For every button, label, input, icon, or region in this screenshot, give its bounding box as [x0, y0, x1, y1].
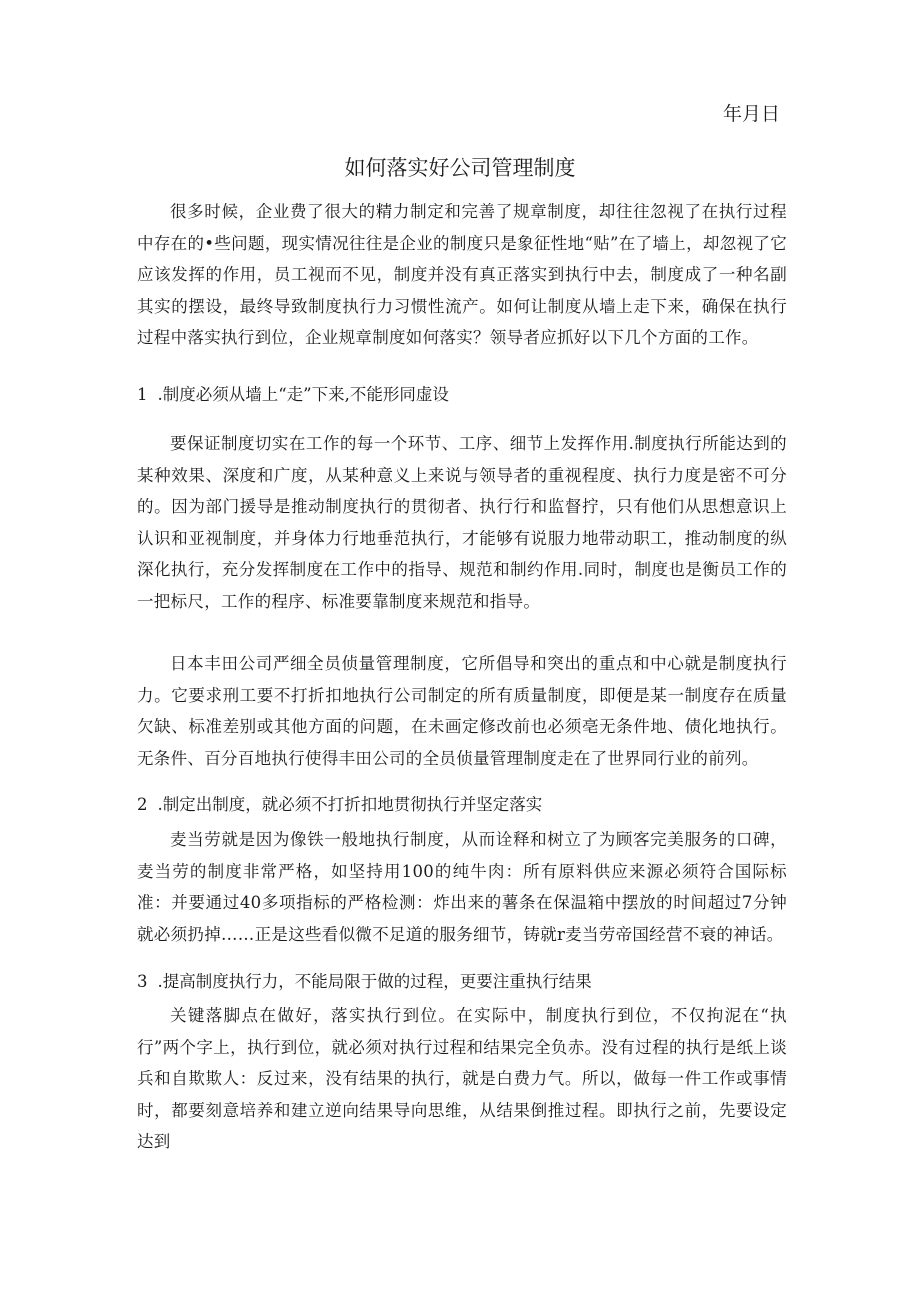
section-heading-text: .制度必须从墙上“走”下来,不能形同虚设 [157, 385, 449, 404]
date-line: 年月日 [722, 103, 780, 125]
paragraph: 关键落脚点在做好，落实执行到位。在实际中，制度执行到位，不仅拘泥在“执行”两个字上，执行到位，就必须对执行过程和结果完全负赤。没有过程的执行是纸上谈兵和自欺欺人：反过来，没有结果的执行，就是白费力气。所以，做每一件工作或事情时，都要刻意培养和建立逆向结果导向思维，从结果倒推过程。即执行之前，先要设定达到 [137, 1006, 787, 1152]
document-title: 如何落实好公司管理制度 [344, 156, 576, 180]
section-number: 2 [137, 795, 148, 814]
paragraph-intro: 很多时候，企业费了很大的精力制定和完善了规章制度，却往往忽视了在执行过程中存在的•些问题，现实情况往往是企业的制度只是象征性地“贴”在了墙上，却忽视了它应该发挥的作用，员工视而不见，制度并没有真正落实到执行中去，制度成了一种名副其实的摆设，最终导致制度执行力习惯性流产。如何让制度从墙上走下来，确保在执行过程中落实执行到位，企业规章制度如何落实？领导者应抓好以下几个方面的工作。 [137, 202, 787, 348]
section-heading-1 [137, 380, 787, 410]
paragraph: 麦当劳就是因为像铁一般地执行制度，从而诠释和树立了为顾客完美服务的口碑，麦当劳的制度非常严格，如坚持用100的纯牛肉：所有原料供应来源必须符合国际标准：并要通过40多项指标的严格检测：炸出来的薯条在保温箱中摆放的时间超过7分钟就必须扔掉……正是这些看似微不足道的服务细节，铸就r麦当劳帝国经营不衰的神话。 [137, 830, 787, 944]
section-heading-2 [137, 790, 787, 820]
paragraph: 要保证制度切实在工作的每一个环节、工序、细节上发挥作用.制度执行所能达到的某种效果、深度和广度，从某种意义上来说与领导者的重视程度、执行力度是密不可分的。因为部门援导是推动制度执行的贯彻者、执行行和监督拧，只有他们从思想意识上认识和亚视制度，并身体力行地垂范执行，才能够有说服力地带动职工，推动制度的纵深化执行，充分发挥制度在工作中的指导、规范和制约作用.同时，制度也是衡员工作的一把标尺，工作的程序、标准要靠制度来规范和指导。 [137, 434, 787, 611]
section-heading-text: .制定出制度，就必须不打折扣地贯彻执行并坚定落实 [157, 795, 543, 814]
section-number: 1 [137, 385, 148, 404]
section-number: 3 [137, 972, 148, 991]
section-heading-text: .提高制度执行力，不能局限于做的过程，更要注重执行结果 [157, 972, 592, 991]
section-heading-3 [137, 967, 787, 997]
paragraph: 日本丰田公司严细全员侦量管理制度，它所倡导和突出的重点和中心就是制度执行力。它要求刑工要不打折扣地执行公司制定的所有质量制度，即便是某一制度存在质量欠缺、标准差别或其他方面的问题，在未画定修改前也必须亳无条件地、债化地执行。无条件、百分百地执行使得丰田公司的全员侦量管理制度走在了世界同行业的前列。 [137, 654, 787, 768]
